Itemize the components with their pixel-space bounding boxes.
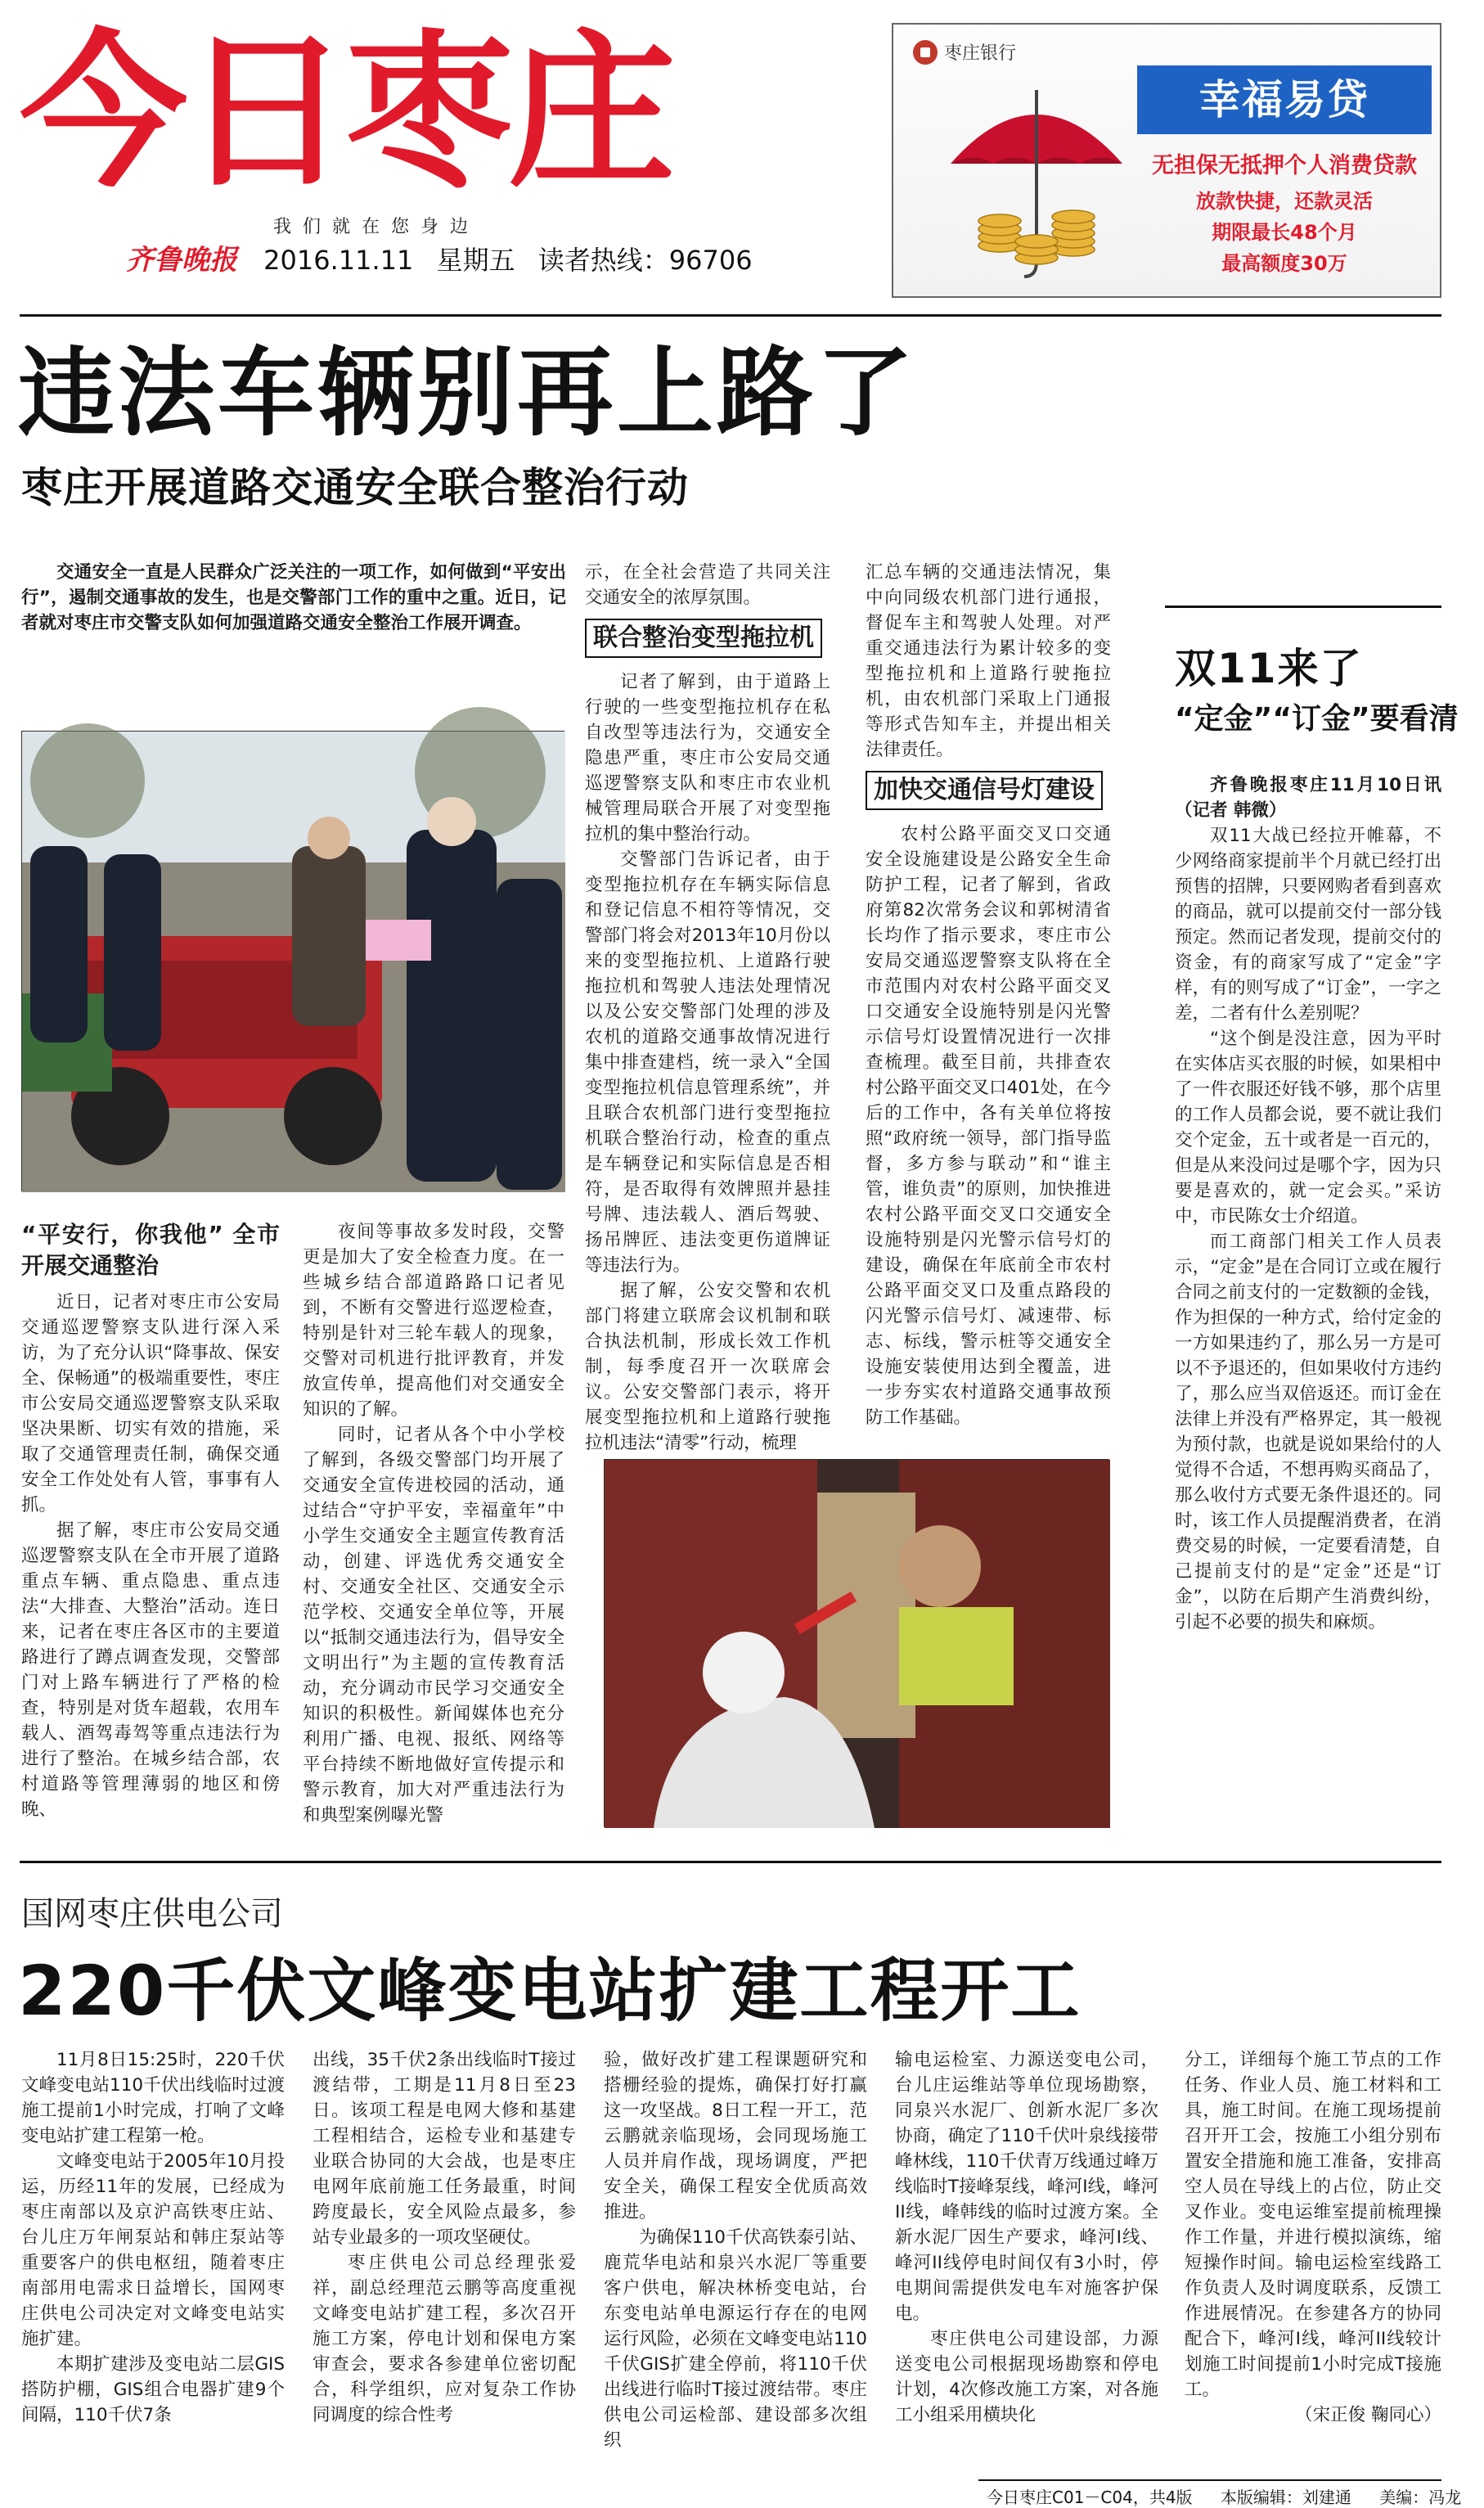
- issue-weekday: 星期五: [436, 245, 515, 276]
- ad-line: 期限最长48个月: [1212, 221, 1357, 244]
- footer-rule: [978, 2479, 1441, 2481]
- paragraph: 出线，35千伏2条出线临时T接过渡结带，工期是11月8日至23日。该项工程是电网大修和基建工程相结合，运检专业和基建专业联合协同的大会战，也是枣庄电网年底前施工任务最重，时间跨度最长，安全风险点最多，参站专业最多的一项攻坚硬仗。: [313, 2050, 576, 2248]
- story3-column-2: [313, 2047, 576, 2473]
- paragraph: 夜间等事故多发时段，交警更是加大了安全检查力度。在一些城乡结合部道路路口记者见到，不断有交警进行巡逻检查，特别是针对三轮车载人的现象，交警对司机进行批评教育，并发放宣传单，提高他们对交通安全知识的了解。: [303, 1222, 564, 1420]
- page-designer: 美编：冯龙: [1379, 2488, 1462, 2507]
- page-footer: [987, 2484, 1484, 2508]
- story1-headline: 违法车辆别再上路了: [18, 336, 917, 449]
- photo-scene-illustration: [605, 1460, 1110, 1828]
- paragraph: 记者了解到，由于道路上行驶的一些变型拖拉机存在私自改型等违法行为，交通安全隐患严重，枣庄市公安局交通巡逻警察支队和枣庄市农业机械管理局联合开展了对变型拖拉机的集中整治行动。: [585, 672, 830, 844]
- story2-headline: 双11来了: [1175, 645, 1363, 692]
- paragraph: 而工商部门相关工作人员表示，“定金”是在合同订立或在履行合同之前支付的一定数额的金钱，作为担保的一种方式，给付定金的一方如果违约了，那么另一方是可以不予退还的，但如果收付方违约了，那么应当双倍返还。而订金在法律上并没有严格界定，其一般视为预付款，也就是说如果给付的人觉得不合适，不想再购买商品了，那么收付方式要无条件退还的。同时，该工作人员提醒消费者，在消费交易的时候，一定要看清楚，自己提前支付的是“定金”还是“订金”，以防在后期产生消费纠纷，引起不必要的损失和麻烦。: [1175, 1231, 1441, 1632]
- story2-subheadline: “定金”“订金”要看清: [1175, 702, 1459, 736]
- story1-column-3: [585, 560, 830, 1453]
- issue-date: 2016.11.11: [263, 245, 414, 276]
- paragraph: 文峰变电站于2005年10月投运，历经11年的发展，已经成为枣庄南部以及京沪高铁枣庄站、台儿庄万年闸泵站和韩庄泵站等重要客户的供电枢纽，随着枣庄南部用电需求日益增长，国网枣庄供电公司决定对文峰变电站实施扩建。: [21, 2151, 285, 2349]
- story3-column-1: [21, 2047, 285, 2473]
- paragraph: 近日，记者对枣庄市公安局交通巡逻警察支队进行深入采访，为了充分认识“降事故、保安全、保畅通”的极端重要性，枣庄市公安局交通巡逻警察支队采取坚决果断、切实有效的措施，采取了交通管理责任制，确保交通安全工作处处有人管，事事有人抓。: [21, 1292, 280, 1515]
- sidebar-rule: [1165, 606, 1441, 608]
- paragraph: “这个倒是没注意，因为平时在实体店买衣服的时候，如果相中了一件衣服还好钱不够，那个店里的工作人员都会说，要不就让我们交个定金，五十或者是一百元的，但是从来没问过是哪个字，因为只要是喜欢的，就一定会买。”采访中，市民陈女士介绍道。: [1175, 1029, 1441, 1227]
- section-title-signal-lights: 加快交通信号灯建设: [866, 771, 1103, 810]
- bank-logo-icon: [913, 40, 938, 65]
- byline: 齐鲁晚报枣庄11月10日讯（记者 韩微）: [1175, 775, 1441, 821]
- paragraph: 示，在全社会营造了共同关注交通安全的浓厚氛围。: [585, 562, 830, 608]
- ad-line: 最高额度30万: [1221, 252, 1347, 275]
- story3-kicker: 国网枣庄供电公司: [21, 1895, 283, 1933]
- dateline: [126, 237, 767, 277]
- ad-line: 无担保无抵押个人消费贷款: [1152, 153, 1417, 178]
- page-editor: 本版编辑：刘建通: [1220, 2488, 1351, 2507]
- masthead: [20, 16, 838, 277]
- bank-advertisement[interactable]: [892, 23, 1441, 298]
- story3-column-4: [895, 2047, 1158, 2473]
- story1-column-4: [866, 560, 1111, 1443]
- paragraph: 输电运检室、力源送变电公司，台儿庄运维站等单位现场勘察，同泉兴水泥厂、创新水泥厂多次协商，确定了110千伏叶泉线接带峰林线，110千伏青万线通过峰万线临时T接峰泵线，峰河I线，峰河II线，峰韩线的临时过渡方案。全新水泥厂因生产要求，峰河I线、峰河II线停电时间仅有3小时，停电期间需提供发电车对施客护保电。: [895, 2050, 1158, 2324]
- slogan: 我们就在您身边: [273, 217, 480, 237]
- story3-column-5: [1185, 2047, 1441, 2473]
- paragraph: 验，做好改扩建工程课题研究和搭栅经验的提炼，确保打好打赢这一攻坚战。8日工程一开工，范云鹏就亲临现场，会同现场施工人员并肩作战，现场调度，严把安全关，确保工程安全优质高效推进。: [604, 2050, 867, 2222]
- paragraph: 据了解，枣庄市公安局交通巡逻警察支队在全市开展了道路重点车辆、重点隐患、重点违法“大排查、大整治”活动。连日来，记者在枣庄各区市的主要道路进行了蹲点调查发现，交警部门对上路车辆进行了严格的检查，特别是对货车超载，农用车载人、酒驾毒驾等重点违法行为进行了整治。在城乡结合部，农村道路等管理薄弱的地区和傍晚、: [21, 1520, 280, 1820]
- bank-name: 枣庄银行: [944, 43, 1017, 64]
- umbrella-coins-illustration: [942, 74, 1131, 286]
- story3-headline: 220千伏文峰变电站扩建工程开工: [18, 1951, 1082, 2031]
- masthead-divider: [20, 314, 1441, 317]
- story1-subheadline: 枣庄开展道路交通安全联合整治行动: [21, 464, 689, 511]
- paragraph: 汇总车辆的交通违法情况，集中向同级农机部门进行通报，督促车主和驾驶人处理。对严重交通违法行为累计较多的变型拖拉机和上道路行驶拖拉机，由农机部门采取上门通报等形式告知车主，并提出相关法律责任。: [866, 562, 1111, 760]
- paragraph: 分工，详细每个施工节点的工作任务、作业人员、施工材料和工具，施工时间。在施工现场提前召开开工会，按施工小组分别布置安全措施和施工准备，安排高空人员在导线上的占位，防止交叉作业。变电运维室提前梳理操作工作量，并进行模拟演练，缩短操作时间。输电运检室线路工作负责人及时调度联系，反馈工作进展情况。在参建各方的协同配合下，峰河I线，峰河II线较计划施工时间提前1小时完成T接施工。: [1185, 2050, 1441, 2400]
- paper-name: 齐鲁晚报: [126, 244, 237, 277]
- paragraph: 11月8日15:25时，220千伏文峰变电站110千伏出线临时过渡施工提前1小时完成，打响了文峰变电站扩建工程第一枪。: [21, 2050, 285, 2146]
- paragraph: 同时，记者从各个中小学校了解到，各级交警部门均开展了交通安全宣传进校园的活动，通过结合“守护平安，幸福童年”中小学生交通安全主题宣传教育活动，创建、评选优秀交通安全村、交通安全社区、交通安全示范学校、交通安全单位等，开展以“抵制交通违法行为，倡导安全文明出行”为主题的宣传教育活动，充分调动市民学习交通安全知识的积极性。新闻媒体也充分利用广播、电视、报纸、网络等平台持续不断地做好宣传提示和警示教育，加大对严重违法行为和典型案例曝光警: [303, 1425, 564, 1826]
- bank-brand: [913, 39, 1016, 65]
- story3-column-3: [604, 2047, 867, 2473]
- paragraph: 交警部门告诉记者，由于变型拖拉机存在车辆实际信息和登记信息不相符等情况，交警部门将会对2013年10月份以来的变型拖拉机、上道路行驶拖拉机和驾驶人违法处理情况以及公安交警部门处理的涉及农机的道路交通事故情况进行集中排查建档，统一录入“全国变型拖拉机信息管理系统”，并且联合农机部门进行变型拖拉机联合整治行动，检查的重点是车辆登记和实际信息是否相符，是否取得有效牌照并悬挂号牌、违法载人、酒后驾驶、扬吊牌匠、违法变更伤道牌证等违法行为。: [585, 849, 830, 1276]
- paragraph: 枣庄供电公司建设部，力源送变电公司根据现场勘察和停电计划，4次修改施工方案，对各施工小组采用横块化: [895, 2329, 1158, 2425]
- police-checking-driver-photo: [604, 1459, 1109, 1827]
- newspaper-logo: 今日枣庄: [20, 16, 671, 210]
- paragraph: 农村公路平面交叉口交通安全设施建设是公路安全生命防护工程，记者了解到，省政府第82次常务会议和郭树清省长均作了指示要求，枣庄市公安局交通巡逻警察支队将在全市范围内对农村公路平面交叉口交通安全设施特别是闪光警示信号灯设置情况进行一次排查梳理。截至目前，共排查农村公路平面交叉口401处，在今后的工作中，各有关单位将按照“政府统一领导，部门指导监督，多方参与联动”和“谁主管，谁负责”的原则，加快推进农村公路平面交叉口交通安全设施特别是闪光警示信号灯的建设，确保在年底前全市农村公路平面交叉口及重点路段的闪光警示信号灯、减速带、标志、标线，警示桩等交通安全设施安装使用达到全覆盖，进一步夯实农村道路交通事故预防工作基础。: [866, 824, 1111, 1428]
- photo-scene-illustration: [22, 732, 565, 1192]
- paragraph: 双11大战已经拉开帷幕，不少网络商家提前半个月就已经打出预售的招牌，只要网购者看到喜欢的商品，就可以提前交付一部分钱预定。然而记者发现，提前交付的资金，有的商家写成了“定金”字样，有的则写成了“订金”，一字之差，二者有什么差别呢？: [1175, 826, 1441, 1024]
- story1-column-2: [303, 1219, 564, 1825]
- author-credit: （宋正俊 鞠同心）: [1295, 2405, 1441, 2425]
- ad-line: 放款快捷，还款灵活: [1196, 190, 1373, 213]
- paragraph: 枣庄供电公司总经理张爱祥，副总经理范云鹏等高度重视文峰变电站扩建工程，多次召开施工方案，停电计划和保电方案审查会，要求各参建单位密切配合，科学组织，应对复杂工作协同调度的综合性考: [313, 2253, 576, 2425]
- section-info: 今日枣庄C01－C04，共4版: [987, 2488, 1193, 2507]
- ad-headline: 幸福易贷: [1137, 65, 1432, 134]
- story1-lead: [21, 560, 566, 674]
- paragraph: 据了解，公安交警和农机部门将建立联席会议机制和联合执法机制，形成长效工作机制，每季度召开一次联席会议。公安交警部门表示，将开展变型拖拉机和上道路行驶拖拉机违法“清零”行动，梳理: [585, 1281, 830, 1453]
- paragraph: 为确保110千伏高铁泰引站、鹿荒华电站和泉兴水泥厂等重要客户供电，解决林桥变电站，台东变电站单电源运行存在的电网运行风险，必须在文峰变电站110千伏GIS扩建全停前，将110千伏出线进行临时T接过渡结带。枣庄供电公司运检部、建设部多次组织: [604, 2227, 867, 2451]
- traffic-police-tractor-photo: [21, 731, 564, 1191]
- story1-column-1: [21, 1219, 280, 1820]
- reader-hotline: 读者热线：96706: [537, 245, 753, 276]
- section-divider: [20, 1861, 1441, 1863]
- lead-paragraph: 交通安全一直是人民群众广泛关注的一项工作，如何做到“平安出行”，遏制交通事故的发生，也是交警部门工作的重中之重。近日，记者就对枣庄市交警支队如何加强道路交通安全整治工作展开调查。: [21, 562, 566, 633]
- section-title-safe-travel: “平安行，你我他” 全市开展交通整治: [21, 1221, 280, 1279]
- paragraph: 本期扩建涉及变电站二层GIS搭防护棚，GIS组合电器扩建9个间隔，110千伏7条: [21, 2354, 285, 2425]
- section-title-tractor: 联合整治变型拖拉机: [585, 619, 822, 658]
- story2-body: [1175, 772, 1441, 1730]
